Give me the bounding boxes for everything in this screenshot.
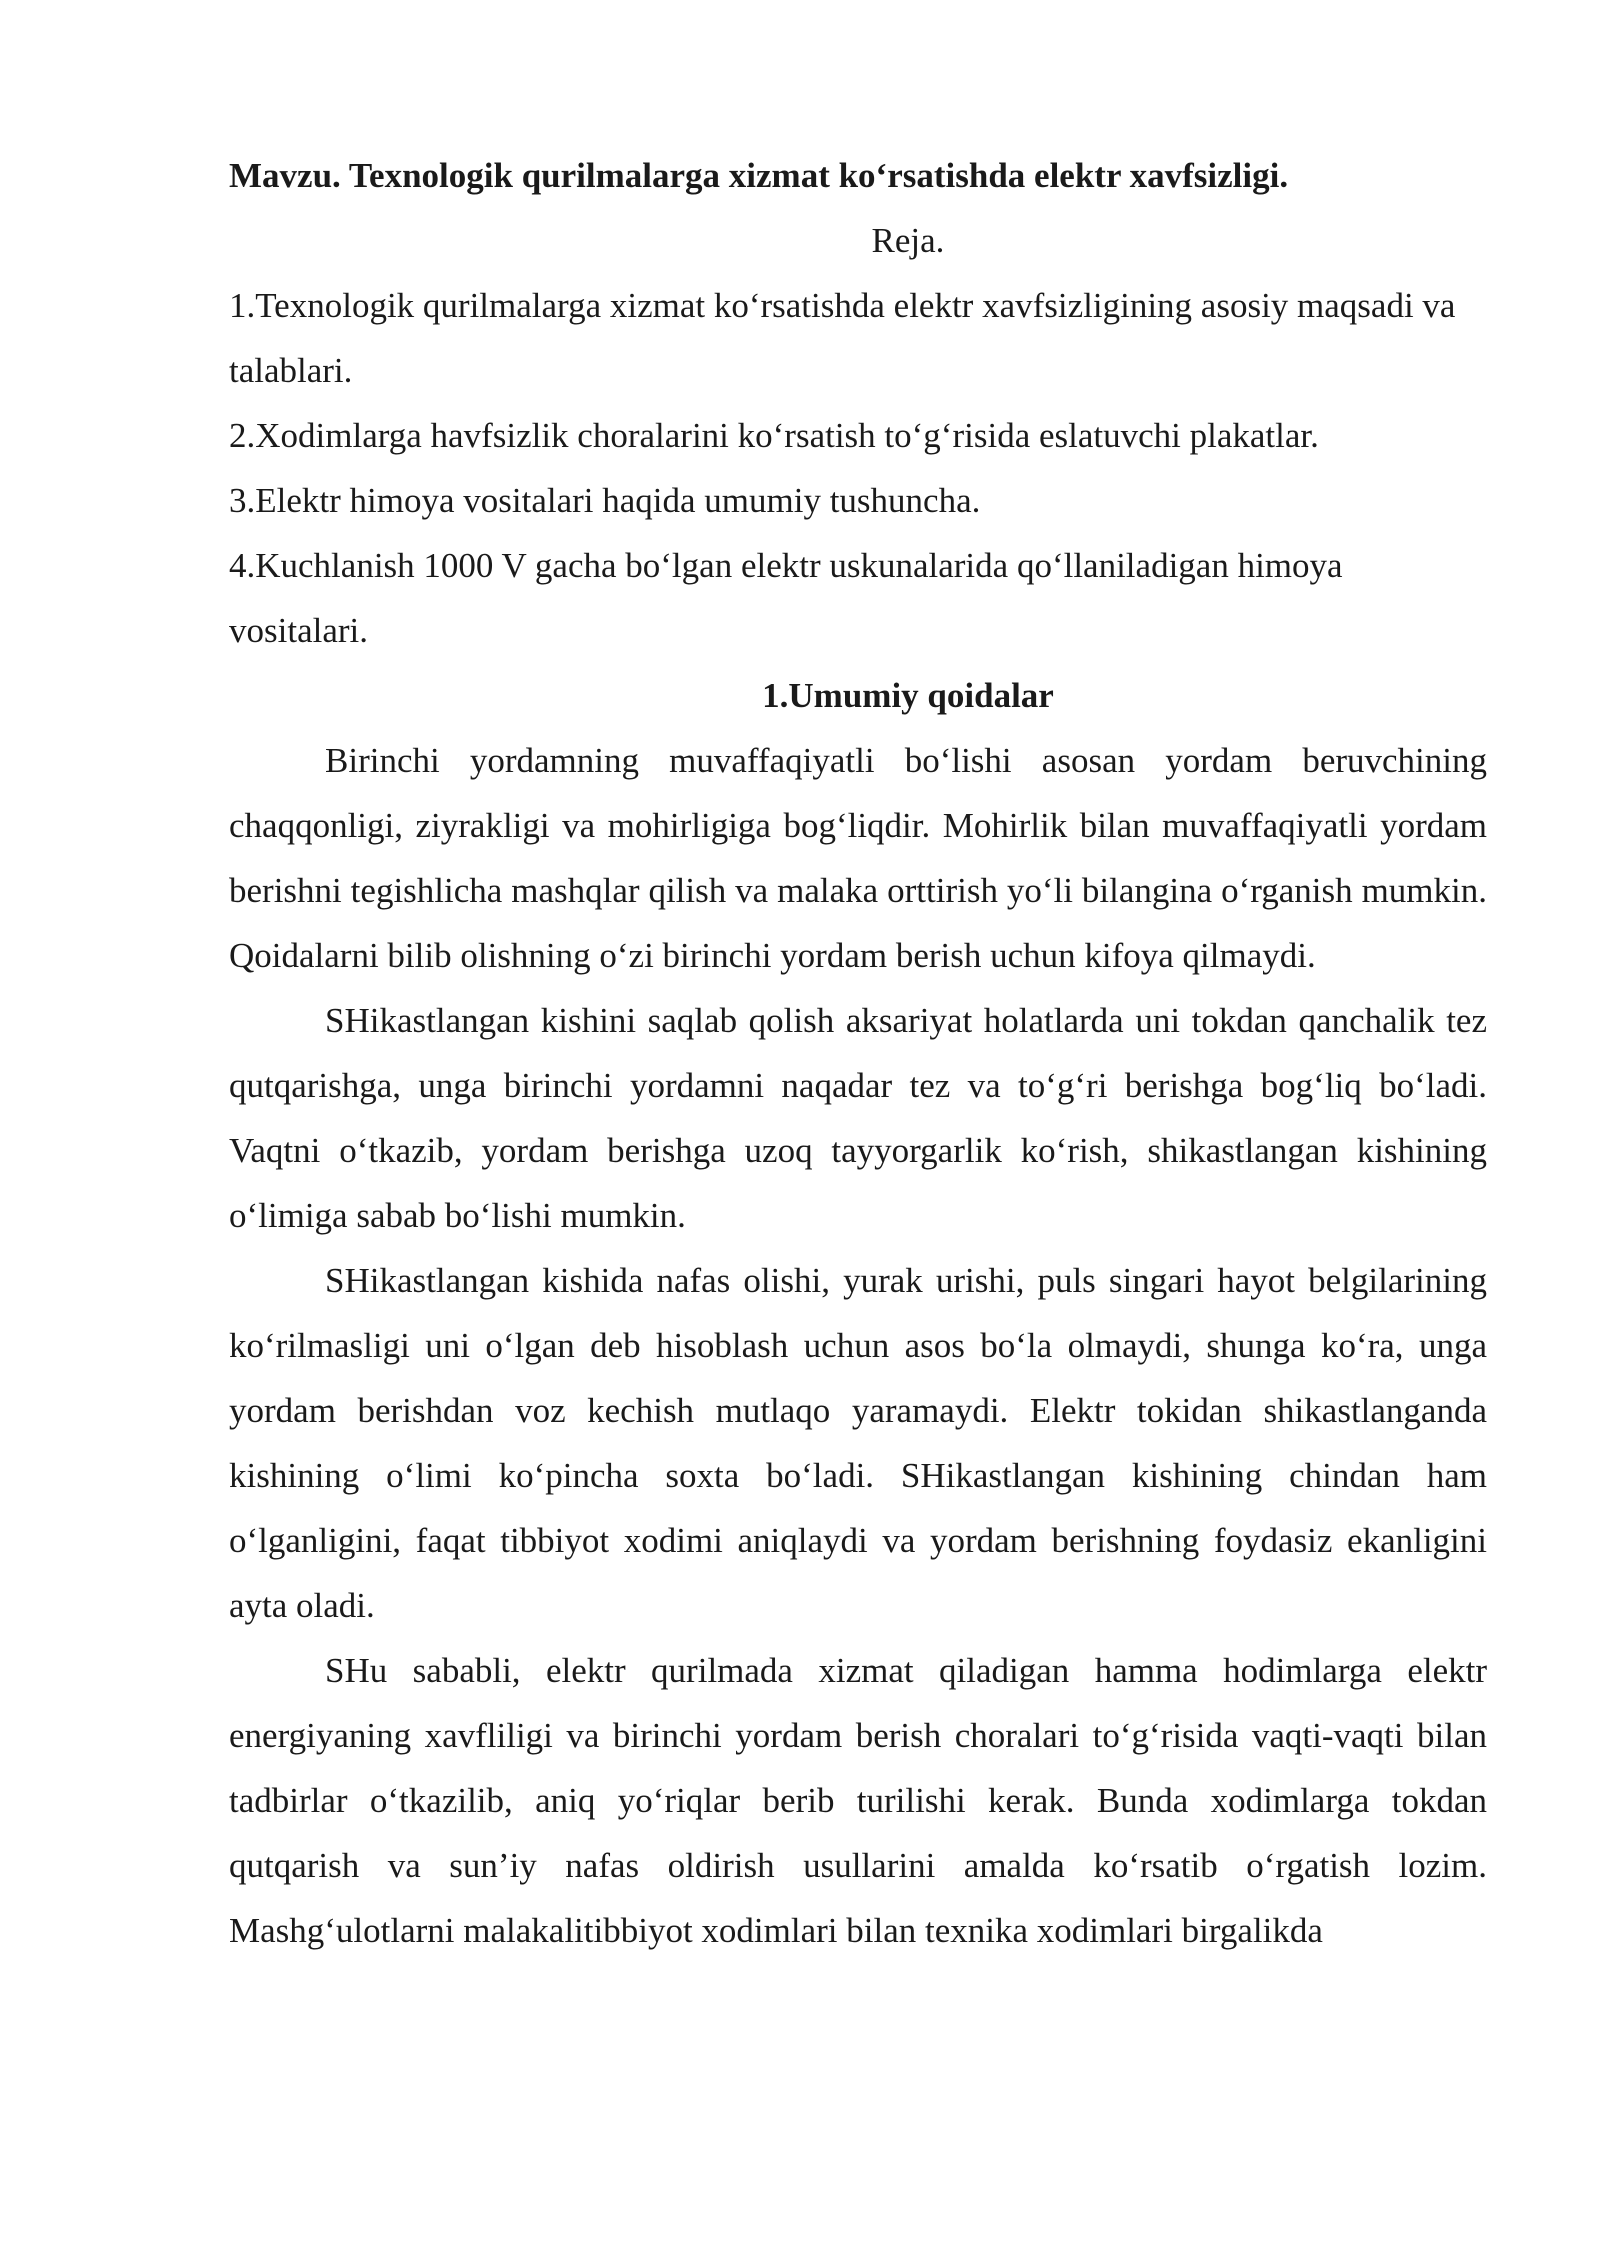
plan-item-1: 1.Texnologik qurilmalarga xizmat ko‘rsatishda elektr xavfsizligining asosiy maqsadi va talablari. — [229, 286, 1456, 390]
document-body — [229, 143, 1487, 1963]
paragraph-2: SHikastlangan kishini saqlab qolish aksariyat holatlarda uni tokdan qanchalik tez qutqarishga, unga birinchi yordamni naqadar tez va to‘g‘ri berishga bog‘liq bo‘ladi. Vaqtni o‘tkazib, yordam berishga uzoq tayyorgarlik ko‘rish, shikastlangan kishining o‘limiga sabab bo‘lishi mumkin. — [229, 1001, 1487, 1235]
document-title: Mavzu. Texnologik qurilmalarga xizmat ko‘rsatishda elektr xavfsizligi. — [229, 156, 1289, 195]
section-heading: 1.Umumiy qoidalar — [762, 676, 1054, 715]
plan-item-4: 4.Kuchlanish 1000 V gacha bo‘lgan elektr uskunalarida qo‘llaniladigan himoya vositalari. — [229, 546, 1343, 650]
plan-heading: Reja. — [871, 221, 945, 260]
paragraph-4: SHu sababli, elektr qurilmada xizmat qiladigan hamma hodimlarga elektr energiyaning xavfliligi va birinchi yordam berish choralari to‘g‘risida vaqti-vaqti bilan tadbirlar o‘tkazilib, aniq yo‘riqlar berib turilishi kerak. Bunda xodimlarga tokdan qutqarish va sun’iy nafas oldirish usullarini amalda ko‘rsatib o‘rgatish lozim. Mashg‘ulotlarni malakalitibbiyot xodimlari bilan texnika xodimlari birgalikda — [229, 1651, 1487, 1950]
plan-item-2: 2.Xodimlarga havfsizlik choralarini ko‘rsatish to‘g‘risida eslatuvchi plakatlar. — [229, 416, 1319, 455]
paragraph-1: Birinchi yordamning muvaffaqiyatli bo‘lishi asosan yordam beruvchining chaqqonligi, ziyrakligi va mohirligiga bog‘liqdir. Mohirlik bilan muvaffaqiyatli yordam berishni tegishlicha mashqlar qilish va malaka orttirish yo‘li bilangina o‘rganish mumkin. Qoidalarni bilib olishning o‘zi birinchi yordam berish uchun kifoya qilmaydi. — [229, 741, 1487, 975]
plan-item-3: 3.Elektr himoya vositalari haqida umumiy tushuncha. — [229, 481, 981, 520]
paragraph-3: SHikastlangan kishida nafas olishi, yurak urishi, puls singari hayot belgilarining ko‘rilmasligi uni o‘lgan deb hisoblash uchun asos bo‘la olmaydi, shunga ko‘ra, unga yordam berishdan voz kechish mutlaqo yaramaydi. Elektr tokidan shikastlanganda kishining o‘limi ko‘pincha soxta bo‘ladi. SHikastlangan kishining chindan ham o‘lganligini, faqat tibbiyot xodimi aniqlaydi va yordam berishning foydasiz ekanligini ayta oladi. — [229, 1261, 1487, 1625]
